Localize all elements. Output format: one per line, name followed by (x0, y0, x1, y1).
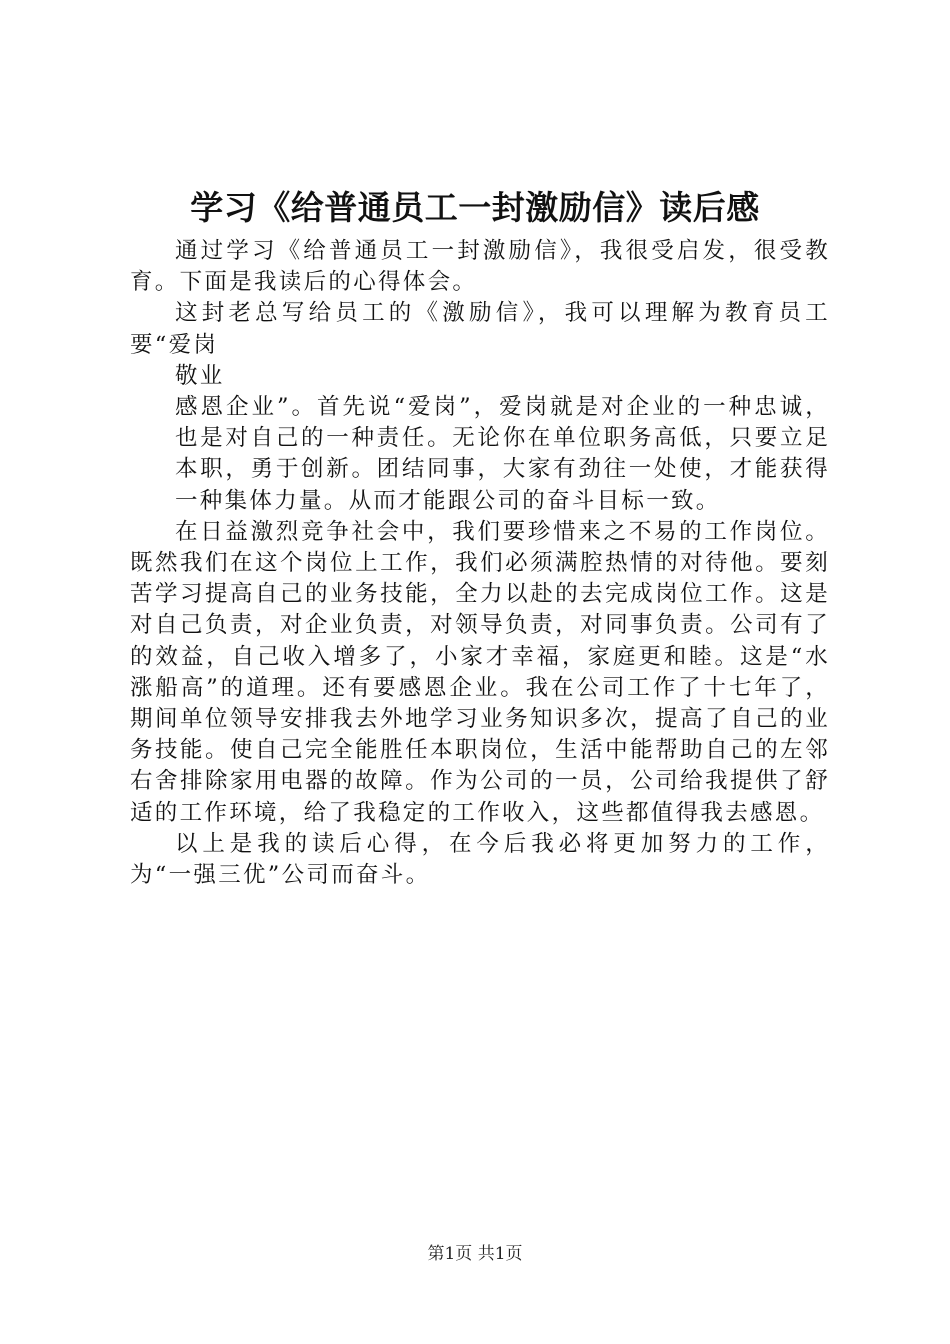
document-title: 学习《给普通员工一封激励信》读后感 (190, 188, 760, 227)
paragraph-fragment-jingye: 敬业 (175, 362, 225, 389)
paragraph-competition: 在日益激烈竞争社会中，我们要珍惜来之不易的工作岗位。既然我们在这个岗位上工作，我们必须满腔热情的对待他。要刻苦学习提高自己的业务技能，全力以赴的去完成岗位工作。这是对自己负责，对企业负责，对领导负责，对同事负责。公司有了的效益，自己收入增多了，小家才幸福，家庭更和睦。这是“水涨船高”的道理。还有要感恩企业。我在公司工作了十七年了，期间单位领导安排我去外地学习业务知识多次，提高了自己的业务技能。使自己完全能胜任本职岗位，生活中能帮助自己的左邻右舍排除家用电器的故障。作为公司的一员，公司给我提供了舒适的工作环境，给了我稳定的工作收入，这些都值得我去感恩。 (130, 518, 830, 826)
page-footer: 第1页 共1页 (427, 1244, 523, 1264)
paragraph-conclusion: 以上是我的读后心得，在今后我必将更加努力的工作，为“一强三优”公司而奋斗。 (130, 830, 830, 889)
paragraph-intro: 通过学习《给普通员工一封激励信》，我很受启发，很受教育。下面是我读后的心得体会。 (130, 238, 830, 296)
paragraph-aigang: 感恩企业”。首先说“爱岗”，爱岗就是对企业的一种忠诚，也是对自己的一种责任。无论你在单位职务高低，只要立足本职，勇于创新。团结同事，大家有劲往一处使，才能获得一种集体力量。从而才能跟公司的奋斗目标一致。 (175, 394, 830, 514)
paragraph-letter-summary: 这封老总写给员工的《激励信》，我可以理解为教育员工要“爱岗 (130, 300, 830, 358)
document-body (130, 236, 830, 891)
